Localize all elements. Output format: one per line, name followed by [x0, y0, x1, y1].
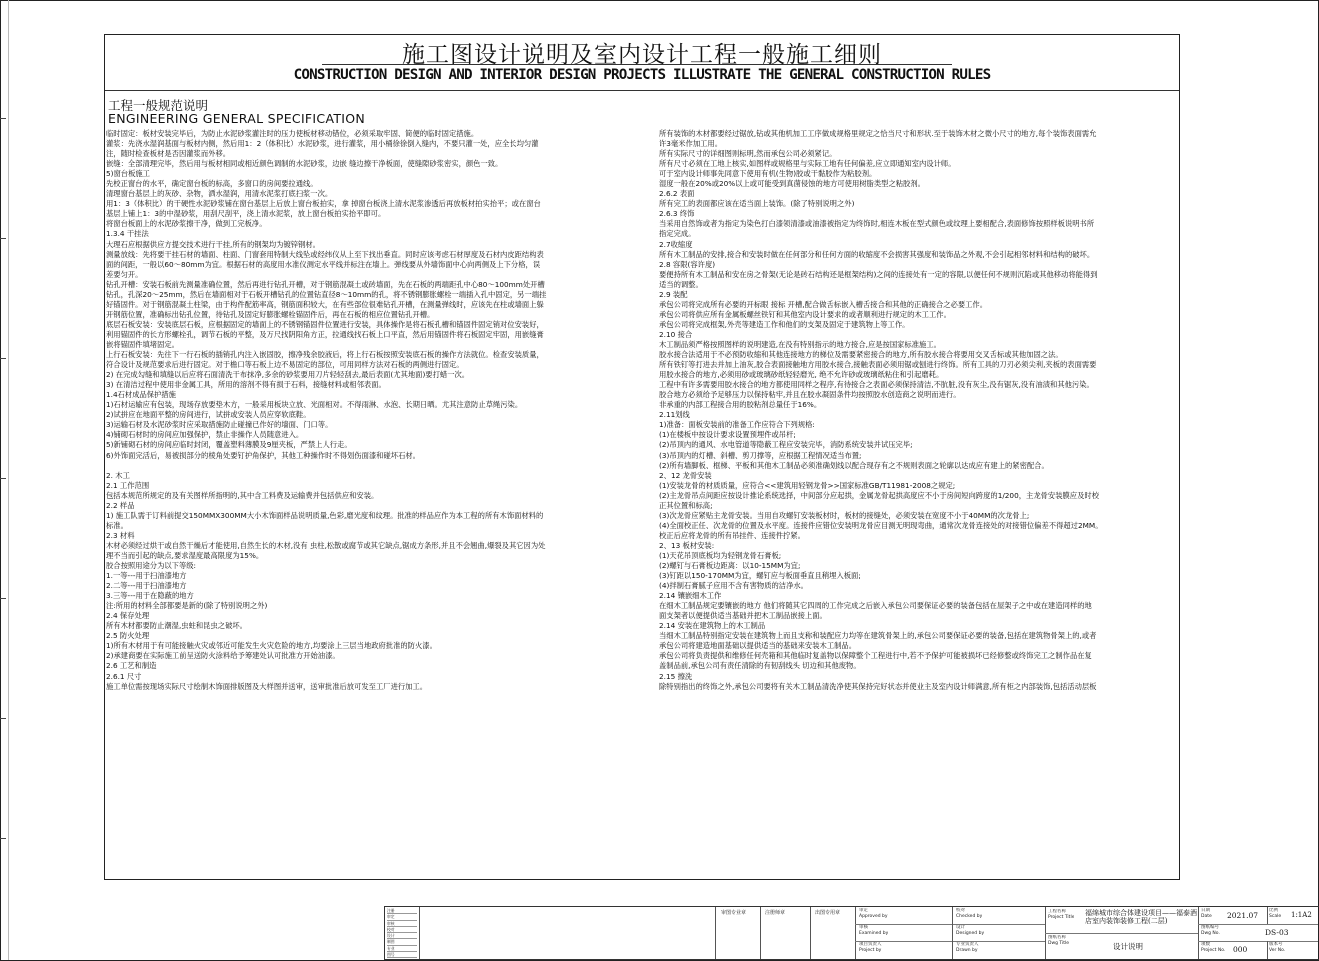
title-en: CONSTRUCTION DESIGN AND INTERIOR DESIGN PROJECTS ILLUSTRATE THE GENERAL CONSTRUCTION RULES [293, 67, 991, 83]
signature-row-label: 审定 [387, 914, 417, 920]
project-title-label-cn: 工程名称 [1048, 909, 1066, 914]
spec-line: 2.6 工艺和制造 [106, 661, 157, 671]
signature-row-label: 制图 [387, 939, 417, 945]
spec-line: 在细木工制品规定要镶嵌的地方 他们将随其它四周的工作完成之后嵌入承包公司要保证必要的装备包括在屋架子之中或在建造同样的地 [659, 601, 1092, 611]
spec-line: 承包公司将负责提供和维修任何壳箱和其他临时复盖物以保障整个工程进行中,若不予保护可能被损坏已经修整或终饰完工之制作品在复 [659, 651, 1092, 661]
ver-label-cn: 版本号 [1269, 942, 1283, 947]
spec-line: 胶水接合法适用于不必预防收缩和其他连接地方的梯位及需要紧密接合的地方,所有胶水接合将要用交叉舌标或其他加固之法。 [659, 350, 1063, 360]
review-seal-label: 审图专业章 [721, 910, 747, 916]
spec-line: 理不当而引起的缺点,要求湿度最高限度为15%。 [106, 550, 264, 560]
spec-line: 注，随时检查板材是否因灌浆而外移。 [106, 149, 231, 159]
spec-line: 要便持所有木工制品和安在房之骨架(无论是砖石结构还是框架结构)之间的连接处有一定的容限,以便任何不规则沉陷或其他移动将能得到 [659, 269, 1098, 279]
spec-line: 承包公司将完成框架,外壳等建造工作和他们的支架及固定于建筑物上等工作。 [659, 319, 910, 329]
signature-row-label: 设计 [387, 933, 417, 939]
spec-line: 木工制品须严格按照图样的说明建造,在没有特别指示的地方接合,应是按国家标准施工。 [659, 339, 941, 349]
spec-line: 好锚固件。对于钢筋混凝土柱梁，由于构件配筋率高，钢筋面积较大，在有些部位很难钻孔开槽，在测量弹线时，应该先在柱或墙面上躲 [106, 299, 544, 309]
spec-line: (1)天花吊顶底板均为轻钢龙骨石膏板; [659, 550, 782, 560]
spec-line: 非承重的内部工程接合用的胶粘剂总量任于16%。 [659, 400, 822, 410]
spec-line: 2.6.2 表面 [659, 189, 695, 199]
spec-line: 2.6.1 尺寸 [106, 671, 142, 681]
scale-label-en: Scale [1269, 914, 1282, 919]
spec-line: 2、13 板材安装: [659, 540, 715, 550]
spec-line: (1)在楼板中按设计要求设置预埋件或吊杆; [659, 430, 796, 440]
project-title-value: 福绵城市综合体建设项目——福泰酒店室内装饰装修工程(二层) [1085, 909, 1197, 925]
spec-line: 标准。 [106, 520, 128, 530]
spec-line: 2.15 擦洗 [659, 671, 693, 681]
examined-label-en: Examined by [859, 931, 889, 936]
spec-line: (3)吊顶内的灯槽、斜槽、剪刀撑等，应根据工程情况适当布置; [659, 450, 862, 460]
spec-line: 2.14 镶嵌细木工作 [659, 591, 722, 601]
spec-line: 所有木材都要防止潮湿,虫蛀和昆虫之破坏。 [106, 621, 247, 631]
checked-label-cn: 校对 [956, 908, 965, 913]
dwg-no-label-en: Dwg No. [1201, 931, 1220, 936]
date-label-cn: 日期 [1201, 908, 1210, 913]
spec-line: 底层石板安装：安装底层石板，应根据固定的墙面上的不锈钢锚固件位置进行安装，具体操作是将石板孔槽和锚固件固定销对位安装好， [106, 319, 544, 329]
spec-line: 包括本规范所规定的及有关图样所指明的,其中含工料费及运输费并包括供应和安装。 [106, 490, 379, 500]
spec-line: 所有木工制品的安排,接合和安装时做在任何部分和任何方面的收缩度不会损害其强度和装饰品之外观,不会引起相邻材料和结构的破坏。 [659, 249, 1095, 259]
spec-line: (3)次龙骨应紧贴主龙骨安装。当用自攻螺钉安装板材时，板材的接缝处，必须安装在宽度不小于40MM的次龙骨上; [659, 510, 1030, 520]
proj-no-value: 000 [1233, 945, 1248, 954]
project-title-label-en: Project Title [1048, 915, 1075, 920]
spec-line: 2)承建商要在实际施工前呈送防火涂料给予筹建处认可批准方开始油漆。 [106, 651, 340, 661]
spec-line: 盖制品前,承包公司有责任清除的有韧刮线头 切边和其他废物。 [659, 661, 861, 671]
spec-line: 所有尺寸必须在工地上核实,如图样或规格里与实际工地有任何偏差,应立即通知室内设计师。 [659, 159, 956, 169]
spec-line: 2.3 材料 [106, 530, 135, 540]
ver-label-en: Ver No. [1269, 948, 1286, 953]
spec-line: 1.一等---用于扫油漆地方 [106, 571, 187, 581]
spec-line: 1.3.4 干挂法 [106, 229, 149, 239]
spec-line: 嵌缝：全部清理完毕，然后用与板材相同或相近颜色调制的水泥砂浆，边嵌 缝边擦干净板面，使缝隙砂浆密实，颜色一致。 [106, 159, 503, 169]
project-head-label-cn: 项目负责人 [859, 942, 882, 947]
spec-line: 3.三等---用于在隐蔽的地方 [106, 591, 194, 601]
spec-line: 所有铁钉等打进去并加上油灰,胶合表面接触地方用胶水接合,接触表面必须用锯或刨进行终饰。所有工具的刀刃必须尖利,夹板的表面需要 [659, 360, 1097, 370]
spec-line: 校正后应将龙骨的所有吊挂件、连接件拧紧。 [659, 530, 805, 540]
spec-line: 2.10 接合 [659, 329, 693, 339]
spec-line: 当采用自然饰或者为指定为染色打白漆领清漆或油漆被指定为终饰时,相连木板在型式颜色或纹理上要相配合,表面修饰按照样板说明书所 [659, 219, 1095, 229]
spec-line: 差要匀开。 [106, 269, 143, 279]
spec-line: 注:所用的材料全部都要是新的(除了特别说明之外) [106, 601, 268, 611]
spec-line: (4)拌制石膏腻子应用不含有害物质的洁净水。 [659, 581, 808, 591]
date-value: 2021.07 [1227, 911, 1259, 920]
spec-line: 1.4石材成品保护措施 [106, 390, 176, 400]
spec-line: (1)安装龙骨的材质质量，应符合<<建筑用轻钢龙骨>>国家标准GB/T11981-2008之规定; [659, 480, 956, 490]
spec-line: 适当的调整。 [659, 279, 703, 289]
spec-line: 所有实际尺寸的详细图则标明,然而承包公司必须紧记。 [659, 149, 837, 159]
spec-line: 基层上铺上1：3的中湿砂浆，用刮尺刮平，浇上清水泥浆，放上窗台板拍实抬平即可。 [106, 209, 386, 219]
spec-line: 3) 在清洁过程中使用非金属工具，所用的溶剂不得有损于石料，接缝材料或相邻表面。 [106, 380, 386, 390]
spec-line: (2)吊顶内的通风、水电管道等隐蔽工程应安装完毕，消防系统安装并试压完毕; [659, 440, 913, 450]
spec-line: 上行石板安装：先往下一行石板的插销孔内注入嵌固胶，擦净残余胶液后，将上行石板按照安装底石板的操作方法就位。检查安装质量， [106, 350, 544, 360]
spec-line: 2.2 样品 [106, 500, 135, 510]
scale-value: 1:1A2 [1291, 911, 1312, 919]
title-cn: 施工图设计说明及室内设计工程一般施工细则 [402, 42, 882, 68]
spec-line: 所有完工的表面都应该在适当面上装饰。(除了特别说明之外) [659, 199, 855, 209]
spec-line: 5)窗台板施工 [106, 169, 150, 179]
spec-line: 面的间距，一般以60～80mm为宜。根据石材的高度用水准仪测定水平线并标注在墙上。弹线要从外墙饰面中心向两侧及上下分格，误 [106, 259, 541, 269]
spec-line: 承包公司将供应所有金属板螺丝铁钉和其他室内设计要求的或者顺利进行规定的木工工作。 [659, 309, 951, 319]
spec-line: 2.7收缩度 [659, 239, 693, 249]
dwg-title-value: 设计说明 [1113, 942, 1143, 951]
spec-line: (3)钉距以150-170MM为宜，螺钉应与板面垂直且稍埋入板面; [659, 571, 861, 581]
designed-label-en: Designed by [956, 931, 985, 936]
spec-line: 面支架者以便提供适当基础并把木工制品嵌接上面。 [659, 611, 827, 621]
title-divider [322, 64, 952, 65]
signature-row-label: 图号 [387, 952, 417, 958]
spec-line: 灌浆：先浇水湿润基面与板材内侧，然后用1：2（体积比）水泥砂浆，进行灌浆，用小桶徐徐倒入缝内，不要只灌一处，应全长均匀灌 [106, 139, 539, 149]
spec-line: 胶合按照用途分为以下等级: [106, 561, 197, 571]
signature-row-label: 注册 [387, 908, 417, 914]
spec-line: 3)运输石材及水泥砂浆时应采取措施防止碰撞已作好的墙面、门口等。 [106, 420, 333, 430]
checked-label-en: Checked by [956, 914, 983, 919]
signature-rows [387, 908, 417, 958]
spec-line: 2.4 保存处理 [106, 611, 150, 621]
right-column [659, 129, 1173, 877]
spec-line: (2)所有墙脚板、框梯、平板和其他木工制品必须准确划线以配合现存有之不规则表面之轮廓以达成应有建上的紧密配合。 [659, 460, 1049, 470]
spec-line: (2)主龙骨吊点间距应按设计推论系统选择，中间部分应起拱，金属龙骨起拱高度应不小于房间短向跨度的1/200，主龙骨安装膜应及时校 [659, 490, 1099, 500]
spec-line: 1)所有木材用于有可能接触火灾或邻近可能发生火灾危险的地方,均要涂上三层当地政府批准的防火漆。 [106, 641, 437, 651]
spec-line: 测量放线：先将要干挂石材的墙面、柱面、门窗套用特制大线坠或经纬仪从上至下找出垂直。同时应该考虑石材厚度及石材内皮距结构表 [106, 249, 544, 259]
spec-line: 2.9 装配 [659, 289, 688, 299]
spec-line [106, 461, 616, 471]
project-head-label-en: Project by [859, 948, 882, 953]
spec-line: 将窗台板面上的水泥砂浆擦干净，做到工完板净。 [106, 219, 267, 229]
spec-line: 大理石应根据供应方提交技术进行干挂,所有的钢架均为镀锌钢材。 [106, 239, 320, 249]
spec-line: 2.6.3 终饰 [659, 209, 695, 219]
spec-line: 用1：3（体积比）的干硬性水泥砂浆铺在窗台基层上后放上窗台板拍实，拿 掉窗台板浇上清水泥浆渗透后再放板材拍实抬平；或在窗台 [106, 199, 541, 209]
spec-line: 2.5 防火处理 [106, 631, 150, 641]
issue-seal-label: 出图专用章 [815, 910, 841, 916]
spec-line: 除特别指出的终饰之外,承包公司要将有关木工制品清洗净使其保持完好状态并使业主及室内设计师满意,所有柜之内部装饰,包括活动层板 [659, 681, 1097, 691]
signature-row-label: 校对 [387, 927, 417, 933]
examined-label-cn: 审核 [859, 925, 868, 930]
spec-line: 6)外饰面完活后，易被损部分的棱角处要钉护角保护，其他工种操作时不得划伤面漆和碰坏石材。 [106, 450, 420, 460]
spec-line: 承包公司将完成所有必要的开标眼 接标 开槽,配合做舌标嵌入槽舌接合和其他的正确接合之必要工作。 [659, 299, 988, 309]
spec-line: 5)新铺砌石材的房间应临时封闭，覆盖塑料薄膜及9厘夹板，严禁上人行走。 [106, 440, 352, 450]
spec-line: 2.8 容限(容许度) [659, 259, 716, 269]
spec-line: 4)铺砌石材时的房间应加强保护，禁止非操作人员随意进入。 [106, 430, 304, 440]
spec-line: 木材必须经过烘干或自然干燥后才能使用,自然生长的木材,没有 虫柱,松散或腐节或其它缺点,锯成方条形,并且不会翘曲,爆裂及其它因为处 [106, 540, 546, 550]
spec-line: 2)试拼应在地面平整的房间进行，试拼或安装人员应穿软底鞋。 [106, 410, 311, 420]
spec-line: 嵌将锚固件填堵固定。 [106, 339, 179, 349]
spec-line: 利用锚固件的长方形螺栓孔，调节石板的平整，及万尺找阴阳角方正，拉通线找石板上口平直，然后用锚固件将石板固定牢固，用嵌缝膏 [106, 329, 544, 339]
spec-line: 2. 木工 [106, 470, 130, 480]
designed-label-cn: 设计 [956, 925, 965, 930]
spec-line: 先校正窗台的水平，确定窗台板的标高，多窗口的房间要拉通线。 [106, 179, 318, 189]
spec-line: 1)准备：面板安装前的准备工作应符合下列规格: [659, 420, 815, 430]
dwg-title-label-cn: 图纸名称 [1048, 935, 1066, 940]
binding-line [8, 0, 9, 960]
spec-line: 清理窗台基层上的灰砂、杂物，洒水湿润，用清水泥浆打底扫浆一次。 [106, 189, 333, 199]
spec-line: 钻孔，孔深20～25mm，然后在墙面相对于石板开槽钻孔的位置钻直径8～10mm的孔，将不锈钢膨胀螺栓一端插入孔中固定，另一端挂 [106, 289, 547, 299]
spec-line: 2.二等---用于扫油漆地方 [106, 581, 187, 591]
section-heading-cn: 工程一般规范说明 [108, 98, 209, 113]
section-heading-en: ENGINEERING GENERAL SPECIFICATION [108, 111, 366, 126]
spec-line: (2)螺钉与石膏板边距离：以10-15MM为宜; [659, 561, 801, 571]
date-label-en: Date [1201, 914, 1212, 919]
drawn-label-en: Drawn by [956, 948, 978, 953]
left-column [106, 129, 616, 877]
spec-line: 当细木工制品特别指定安装在建筑物上而且支称和装配应力均等在建筑骨架上的,承包公司要保证必要的装备,包括在建筑物骨架上的,或者 [659, 631, 1097, 641]
spec-line: 2) 在完成勾缝和填缝以后应将石面清洗干布抹净,多余的砂浆要用刀片轻轻刮去,最后表面(尤其地面)要打蜡一次。 [106, 370, 470, 380]
spec-line: 2、12 龙骨安装 [659, 470, 712, 480]
registered-seal-label: 注册师章 [765, 910, 786, 916]
spec-line: 1) 施工队需于订料前提交150MMX300MM大小木饰面样品说明质量,色彩,磨光度和纹理。批准的样品应作为本工程的所有木饰面材料的 [106, 510, 544, 520]
spec-line: 胶合地方必须给予足够压力以保持粘牢,并且在胶水凝固条件均按照胶水创造商之说明而进行。 [659, 390, 961, 400]
spec-line: 2.11划线 [659, 410, 690, 420]
spec-line: 工程中有许多需要用胶水接合的地方都使用同样之程序,有待接合之表面必须保持清洁,不肮脏,没有灰尘,没有锯灰,没有油渍和其他污染。 [659, 380, 1094, 390]
spec-line: (4)全面校正任、次龙骨的位置及水平度。连接件应错位安装明龙骨应目测无明现弯曲，通常次龙骨连接处的对接错位偏差不得超过2MM。 [659, 520, 1103, 530]
spec-line: 临时固定：板材安装完毕后，为防止水泥砂浆灌注时的压力使板材移动错位，必须采取牢固、简便的临时固定措施。 [106, 129, 479, 138]
spec-line: 许3毫米作加工用。 [659, 139, 723, 149]
signature-row-label: 专业 [387, 946, 417, 952]
spec-line: 承包公司将建造地面基础以提供适当的基础来安装木工制品。 [659, 641, 857, 651]
spec-line: 指定完成。 [659, 229, 696, 239]
signature-row-label: 审核 [387, 921, 417, 927]
spec-line: 2.1 工作范围 [106, 480, 150, 490]
margin-ticks [0, 0, 6, 960]
spec-line: 符合设计及规范要求后进行固定。对于檐口等石板上边不易固定的部位，可用同样方法对石板的两侧进行固定。 [106, 360, 464, 370]
header-divider [105, 90, 1179, 91]
spec-line: 所有装饰的木材都要经过锯放,钻或其他机加工工序做成规格里规定之恰当尺寸和形状.至于装饰木材之微小尺寸的地方,每个装饰表面需允 [659, 129, 1097, 138]
title-block [384, 906, 1319, 960]
dwg-no-label-cn: 图纸编号 [1201, 925, 1219, 930]
scale-label-cn: 比例 [1269, 908, 1278, 913]
spec-line: 湿度一般在20%或20%以上或可能受到真菌侵蚀的地方可使用树脂类型之粘胶剂。 [659, 179, 925, 189]
approved-label-cn: 审定 [859, 908, 868, 913]
spec-line: 1)石材运输应有包装，现场存放要垫木方，一般采用板块立放、光面相对。不得雨淋、水泡、长期日晒。尤其注意防止草绳污染。 [106, 400, 523, 410]
spec-line: 可于室内设计师事先同意下使用有机(生物)胶或干黏胶作为粘胶剂。 [659, 169, 877, 179]
approved-label-en: Approved by [859, 914, 888, 919]
proj-no-label-en: Project No. [1201, 948, 1226, 953]
spec-line: 2.14 安装在建筑物上的木工制品 [659, 621, 766, 631]
proj-no-label-cn: 项数 [1201, 942, 1210, 947]
spec-line: 钻孔开槽：安装石板前先测量准确位置，然后再进行钻孔开槽，对于钢筋混凝土或砖墙面，先在石板的两端距孔中心80～100mm处开槽 [106, 279, 545, 289]
spec-line: 施工单位需按现场实际尺寸绘制木饰面排版图及大样图并送审，送审批准后放可发至工厂进行加工。 [106, 681, 428, 691]
spec-line: 开钢筋位置，准确标出钻孔位置，待钻孔及固定好膨胀螺栓锚固件后，再在石板的相应位置钻孔开槽。 [106, 309, 435, 319]
dwg-title-label-en: Dwg Title [1048, 941, 1070, 946]
drawn-label-cn: 专业负责人 [956, 942, 979, 947]
spec-line: 用胶水接合的地方,必须用砂或玻璃砂纸轻轻磨光, 绝不允许砂或玻璃纸粘住和引起磨耗。 [659, 370, 944, 380]
spec-line: 正其位置和标高; [659, 500, 713, 510]
dwg-no-value: DS-03 [1265, 928, 1289, 937]
